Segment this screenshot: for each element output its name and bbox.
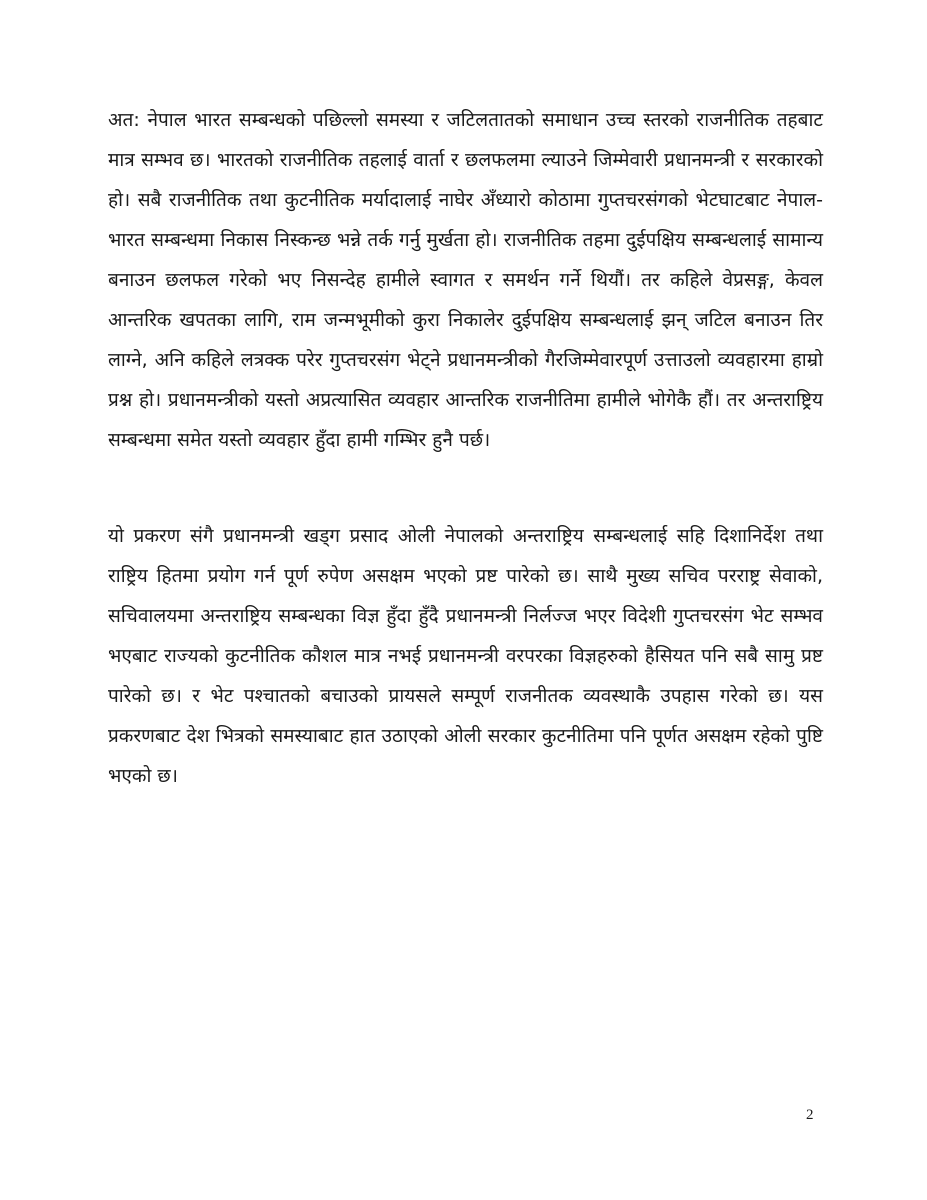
document-body <box>108 100 823 796</box>
page-number: 2 <box>806 1107 814 1123</box>
paragraph-1: अत: नेपाल भारत सम्बन्धको पछिल्लो समस्या र जटिलतातको समाधान उच्च स्तरको राजनीतिक तहबाट मात्र सम्भव छ। भारतको राजनीतिक तहलाई वार्ता र छलफलमा ल्याउने जिम्मेवारी प्रधानमन्त्री र सरकारको हो। सबै राजनीतिक तथा कुटनीतिक मर्यादालाई नाघेर अँध्यारो कोठामा गुप्तचरसंगको भेटघाटबाट नेपाल-भारत सम्बन्धमा निकास निस्कन्छ भन्ने तर्क गर्नु मुर्खता हो। राजनीतिक तहमा दुईपक्षिय सम्बन्धलाई सामान्य बनाउन छलफल गरेको भए निसन्देह हामीले स्वागत र समर्थन गर्ने थियौं। तर कहिले वेप्रसङ्ग, केवल आन्तरिक खपतका लागि, राम जन्मभूमीको कुरा निकालेर दुईपक्षिय सम्बन्धलाई झन् जटिल बनाउन तिर लाग्ने, अनि कहिले लत्रक्क परेर गुप्तचरसंग भेट्ने प्रधानमन्त्रीको गैरजिम्मेवारपूर्ण उत्ताउलो व्यवहारमा हाम्रो प्रश्न हो। प्रधानमन्त्रीको यस्तो अप्रत्यासित व्यवहार आन्तरिक राजनीतिमा हामीले भोगेकै हौं। तर अन्तराष्ट्रिय सम्बन्धमा समेत यस्तो व्यवहार हुँदा हामी गम्भिर हुनै पर्छ। <box>108 109 823 451</box>
paragraph-2: यो प्रकरण संगै प्रधानमन्त्री खड्ग प्रसाद ओली नेपालको अन्तराष्ट्रिय सम्बन्धलाई सहि दिशानिर्देश तथा राष्ट्रिय हितमा प्रयोग गर्न पूर्ण रुपेण असक्षम भएको प्रष्ट पारेको छ। साथै मुख्य सचिव परराष्ट्र सेवाको, सचिवालयमा अन्तराष्ट्रिय सम्बन्धका विज्ञ हुँदा हुँदै प्रधानमन्त्री निर्लज्ज भएर विदेशी गुप्तचरसंग भेट सम्भव भएबाट राज्यको कुटनीतिक कौशल मात्र नभई प्रधानमन्त्री वरपरका विज्ञहरुको हैसियत पनि सबै सामु प्रष्ट पारेको छ। र भेट पश्चातको बचाउको प्रायसले सम्पूर्ण राजनीतक व्यवस्थाकै उपहास गरेको छ। यस प्रकरणबाट देश भित्रको समस्याबाट हात उठाएको ओली सरकार कुटनीतिमा पनि पूर्णत असक्षम रहेको पुष्टि भएको छ। <box>108 525 823 787</box>
